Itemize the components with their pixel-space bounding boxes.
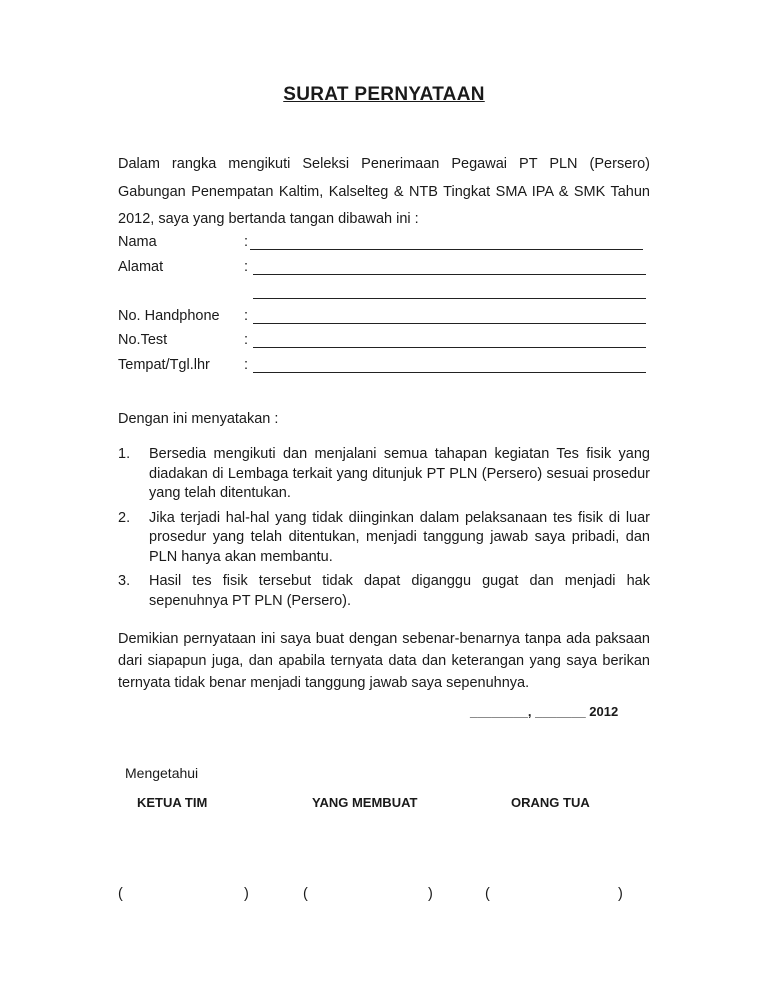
signatory-ketua-tim: KETUA TIM	[137, 795, 208, 810]
fill-line[interactable]	[253, 274, 646, 275]
field-label: Alamat	[118, 259, 164, 275]
declaration-heading: Dengan ini menyatakan :	[118, 411, 279, 427]
date-line: ________, _______ 2012	[470, 704, 619, 719]
signatory-yang-membuat: YANG MEMBUAT	[312, 795, 418, 810]
field-colon: :	[244, 332, 249, 348]
field-label: No.Test	[118, 332, 168, 348]
intro-paragraph: Dalam rangka mengikuti Seleksi Penerimaan Pegawai PT PLN (Persero) Gabungan Penempatan Kaltim, Kalselteg & NTB Tingkat SMA IPA & SMK Tahun 2012, saya yang bertanda tangan dibawah ini :	[118, 156, 650, 227]
signature-paren-open: (	[118, 886, 123, 902]
item-text: Jika terjadi hal-hal yang tidak diinginkan dalam pelaksanaan tes fisik di luar prosedur yang telah ditentukan, menjadi tanggung jawab saya pribadi, dan PLN hanya akan membantu.	[149, 509, 650, 565]
field-colon: :	[244, 357, 249, 373]
fill-line[interactable]	[250, 249, 643, 250]
field-no-test[interactable]	[118, 332, 650, 352]
field-label: Nama	[118, 234, 157, 250]
signature-paren-open: (	[303, 886, 308, 902]
signatory-orang-tua: ORANG TUA	[511, 795, 590, 810]
field-colon: :	[244, 259, 249, 275]
field-label: No. Handphone	[118, 308, 220, 324]
item-number: 3.	[118, 573, 131, 589]
field-colon: :	[244, 234, 249, 250]
signature-paren-open: (	[485, 886, 490, 902]
item-text: Hasil tes fisik tersebut tidak dapat diganggu gugat dan menjadi hak sepenuhnya PT PLN (Persero).	[149, 573, 650, 609]
field-handphone[interactable]	[118, 308, 650, 328]
fill-line[interactable]	[253, 372, 646, 373]
closing-paragraph: Demikian pernyataan ini saya buat dengan sebenar-benarnya tanpa ada paksaan dari siapapun juga, dan apabila ternyata data dan keterangan yang saya berikan ternyata tidak benar menjadi tanggung jawab saya sepenuhnya.	[118, 631, 650, 691]
item-number: 1.	[118, 446, 131, 462]
field-alamat[interactable]	[118, 259, 650, 279]
signature-paren-close: )	[244, 886, 249, 902]
field-tempat-tgl-lahir[interactable]	[118, 357, 650, 377]
alamat-fill-line-2[interactable]	[253, 298, 646, 299]
field-label: Tempat/Tgl.lhr	[118, 357, 210, 373]
item-number: 2.	[118, 509, 131, 526]
acknowledge-label: Mengetahui	[125, 765, 199, 781]
field-nama[interactable]	[118, 234, 650, 254]
fill-line[interactable]	[253, 323, 646, 324]
list-item	[118, 509, 650, 568]
signature-paren-close: )	[428, 886, 433, 902]
document-title: SURAT PERNYATAAN	[283, 84, 485, 105]
field-colon: :	[244, 308, 249, 324]
list-item	[118, 572, 650, 611]
signature-paren-close: )	[618, 886, 623, 902]
item-text: Bersedia mengikuti dan menjalani semua tahapan kegiatan Tes fisik yang diadakan di Lembaga terkait yang ditunjuk PT PLN (Persero) sesuai prosedur yang telah ditentukan.	[149, 446, 650, 501]
list-item	[118, 445, 650, 504]
fill-line[interactable]	[253, 347, 646, 348]
declaration-list	[118, 445, 650, 616]
